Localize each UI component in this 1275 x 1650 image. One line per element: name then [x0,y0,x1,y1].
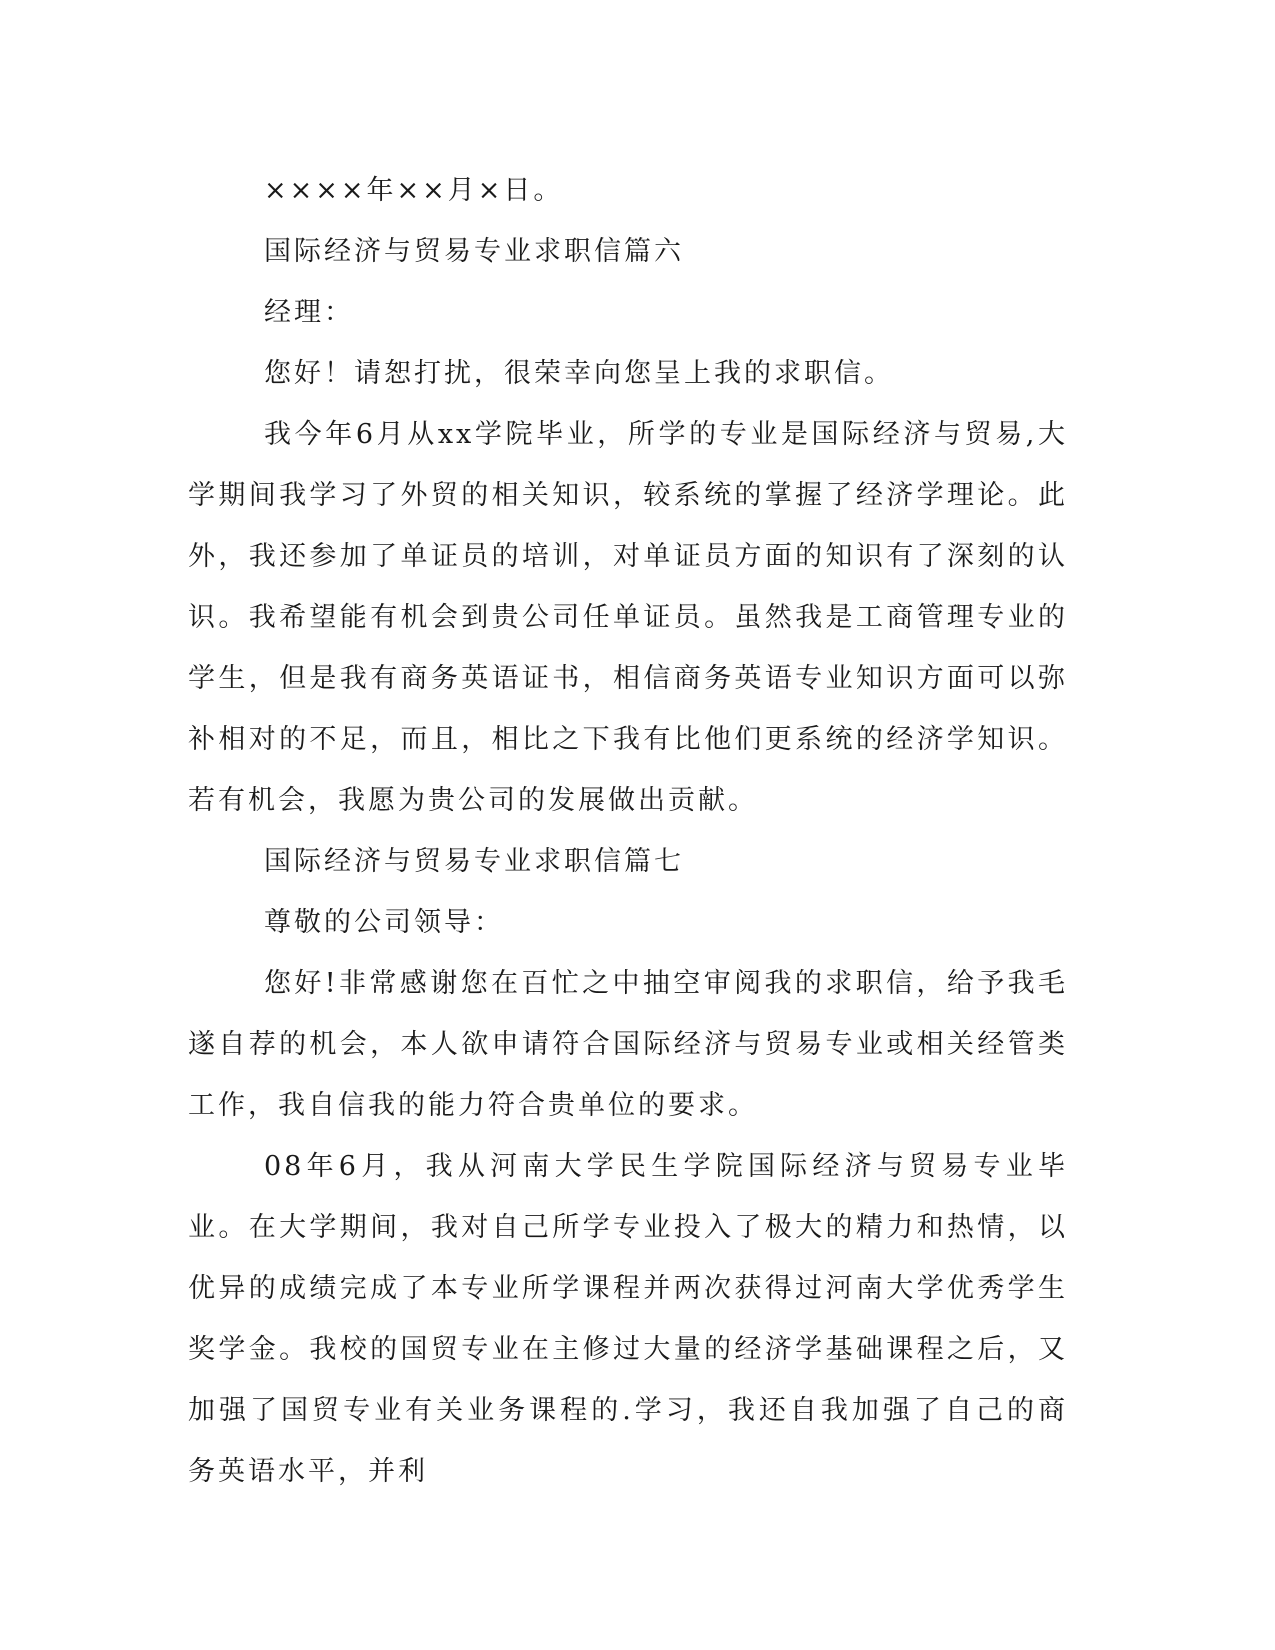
date-line: ××××年××月×日。 [264,175,564,206]
body-paragraph-six: 我今年6月从xx学院毕业，所学的专业是国际经济与贸易,大学期间我学习了外贸的相关知识，较系统的掌握了经济学理论。此外，我还参加了单证员的培训，对单证员方面的知识有了深刻的认识。我希望能有机会到贵公司任单证员。虽然我是工商管理专业的学生，但是我有商务英语证书，相信商务英语专业知识方面可以弥补相对的不足，而且，相比之下我有比他们更系统的经济学知识。若有机会，我愿为贵公司的发展做出贡献。 [188,419,1068,816]
salutation-leaders: 尊敬的公司领导： [264,907,504,938]
section-heading-six: 国际经济与贸易专业求职信篇六 [264,236,684,267]
body-paragraph-seven: 08年6月，我从河南大学民生学院国际经济与贸易专业毕业。在大学期间，我对自己所学专业投入了极大的精力和热情，以优异的成绩完成了本专业所学课程并两次获得过河南大学优秀学生奖学金。我校的国贸专业在主修过大量的经济学基础课程之后，又加强了国贸专业有关业务课程的.学习，我还自我加强了自己的商务英语水平，并利 [188,1151,1068,1487]
greeting-line: 您好！请恕打扰，很荣幸向您呈上我的求职信。 [264,358,894,389]
document-body [188,160,1068,1502]
greeting-paragraph-seven: 您好!非常感谢您在百忙之中抽空审阅我的求职信，给予我毛遂自荐的机会，本人欲申请符合国际经济与贸易专业或相关经管类工作，我自信我的能力符合贵单位的要求。 [188,968,1068,1121]
section-heading-seven: 国际经济与贸易专业求职信篇七 [264,846,684,877]
salutation-manager: 经理： [264,297,354,328]
